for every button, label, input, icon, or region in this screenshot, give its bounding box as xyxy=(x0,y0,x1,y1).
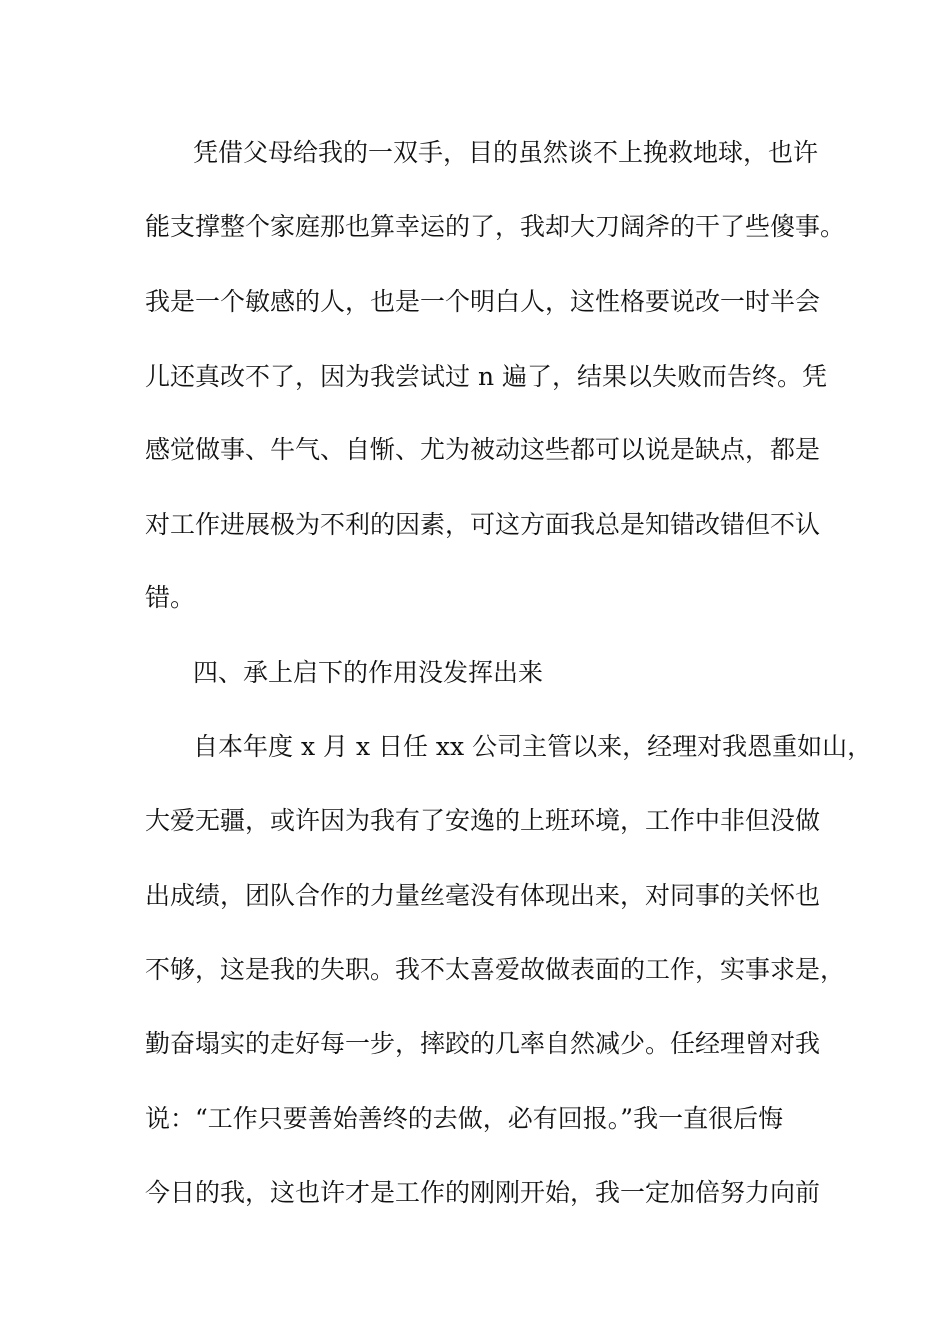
section-heading: 四、承上启下的作用没发挥出来 xyxy=(193,658,544,687)
paragraph-line: 能支撑整个家庭那也算幸运的了，我却大刀阔斧的干了些傻事。 xyxy=(145,212,846,241)
paragraph-line: 今日的我，这也许才是工作的刚刚开始，我一定加倍努力向前 xyxy=(145,1178,821,1207)
paragraph-line: 儿还真改不了，因为我尝试过 n 遍了，结果以失败而告终。凭 xyxy=(145,362,827,391)
paragraph-line: 大爱无疆，或许因为我有了安逸的上班环境，工作中非但没做 xyxy=(145,806,821,835)
paragraph-line: 说：“工作只要善始善终的去做，必有回报。”我一直很后悔 xyxy=(145,1104,784,1133)
paragraph-line: 错。 xyxy=(145,583,196,612)
paragraph-line: 自本年度 x 月 x 日任 xx 公司主管以来，经理对我恩重如山， xyxy=(193,732,873,761)
paragraph-line: 我是一个敏感的人，也是一个明白人，这性格要说改一时半会 xyxy=(145,287,821,316)
paragraph-line: 凭借父母给我的一双手，目的虽然谈不上挽救地球，也许 xyxy=(193,138,819,167)
paragraph-line: 勤奋塌实的走好每一步，摔跤的几率自然减少。任经理曾对我 xyxy=(145,1029,821,1058)
paragraph-line: 对工作进展极为不利的因素，可这方面我总是知错改错但不认 xyxy=(145,510,821,539)
paragraph-line: 感觉做事、牛气、自惭、尤为被动这些都可以说是缺点，都是 xyxy=(145,435,821,464)
paragraph-line: 不够，这是我的失职。我不太喜爱故做表面的工作，实事求是， xyxy=(145,955,846,984)
paragraph-line: 出成绩，团队合作的力量丝毫没有体现出来，对同事的关怀也 xyxy=(145,881,821,910)
